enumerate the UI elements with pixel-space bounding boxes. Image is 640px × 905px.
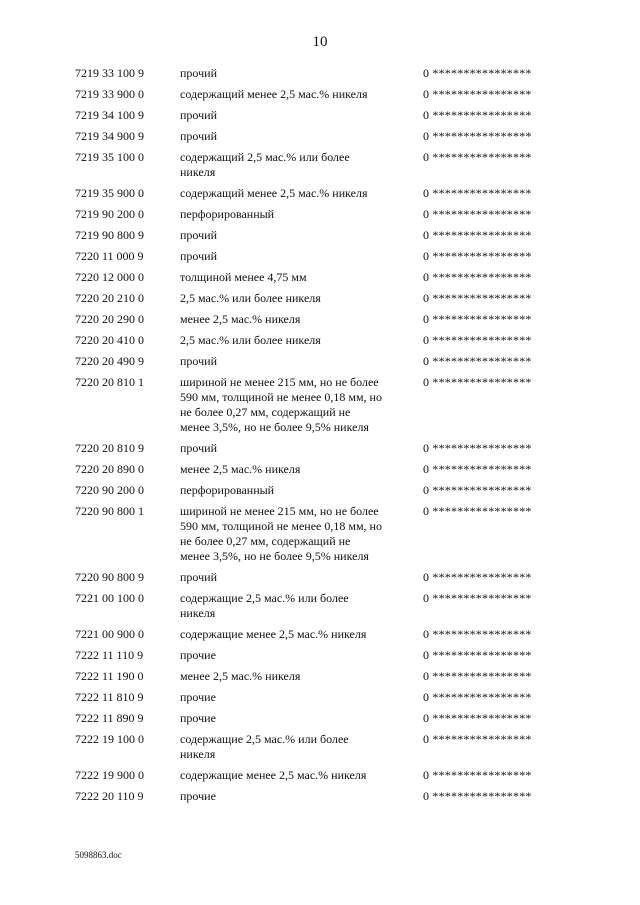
tariff-code: 7220 20 410 0 [75, 333, 144, 347]
table-row [75, 732, 575, 762]
tariff-code: 7220 20 810 1 [75, 375, 144, 389]
duty-rate: 0 **************** [423, 570, 532, 584]
duty-rate: 0 **************** [423, 732, 532, 746]
goods-description: содержащий менее 2,5 мас.% никеля [180, 87, 368, 101]
tariff-code: 7222 11 890 9 [75, 711, 144, 725]
tariff-table [75, 66, 575, 810]
duty-rate: 0 **************** [423, 228, 532, 242]
duty-rate: 0 **************** [423, 186, 532, 200]
tariff-code: 7220 90 800 9 [75, 570, 144, 584]
goods-description: содержащие 2,5 мас.% или более никеля [180, 732, 349, 761]
table-row [75, 375, 575, 435]
table-row [75, 87, 575, 102]
tariff-code: 7219 33 900 0 [75, 87, 144, 101]
table-row [75, 312, 575, 327]
goods-description: прочий [180, 570, 217, 584]
goods-description: шириной не менее 215 мм, но не более 590 мм, толщиной не менее 0,18 мм, но не более 0,27 мм, содержащий не менее 3,5%, но не более 9,5% никеля [180, 375, 382, 434]
table-row [75, 150, 575, 180]
table-row [75, 669, 575, 684]
duty-rate: 0 **************** [423, 375, 532, 389]
tariff-code: 7220 20 490 9 [75, 354, 144, 368]
table-row [75, 354, 575, 369]
table-row [75, 462, 575, 477]
table-row [75, 483, 575, 498]
duty-rate: 0 **************** [423, 690, 532, 704]
goods-description: прочие [180, 789, 216, 803]
tariff-code: 7219 35 100 0 [75, 150, 144, 164]
footer-filename: 5098863.doc [75, 850, 122, 860]
goods-description: толщиной менее 4,75 мм [180, 270, 307, 284]
goods-description: прочий [180, 249, 217, 263]
tariff-code: 7220 90 800 1 [75, 504, 144, 518]
tariff-code: 7221 00 100 0 [75, 591, 144, 605]
tariff-code: 7220 20 210 0 [75, 291, 144, 305]
goods-description: перфорированный [180, 207, 275, 221]
table-row [75, 441, 575, 456]
tariff-code: 7222 11 190 0 [75, 669, 144, 683]
goods-description: содержащие менее 2,5 мас.% никеля [180, 768, 367, 782]
goods-description: содержащий менее 2,5 мас.% никеля [180, 186, 368, 200]
table-row [75, 627, 575, 642]
duty-rate: 0 **************** [423, 591, 532, 605]
tariff-code: 7220 20 890 0 [75, 462, 144, 476]
table-row [75, 570, 575, 585]
goods-description: прочий [180, 129, 217, 143]
table-row [75, 249, 575, 264]
table-row [75, 291, 575, 306]
table-row [75, 768, 575, 783]
table-row [75, 504, 575, 564]
duty-rate: 0 **************** [423, 789, 532, 803]
duty-rate: 0 **************** [423, 627, 532, 641]
table-row [75, 270, 575, 285]
table-row [75, 690, 575, 705]
goods-description: прочий [180, 354, 217, 368]
tariff-code: 7220 90 200 0 [75, 483, 144, 497]
goods-description: прочий [180, 66, 217, 80]
duty-rate: 0 **************** [423, 354, 532, 368]
page-number: 10 [312, 34, 328, 50]
goods-description: менее 2,5 мас.% никеля [180, 462, 301, 476]
goods-description: прочие [180, 711, 216, 725]
goods-description: содержащие 2,5 мас.% или более никеля [180, 591, 349, 620]
duty-rate: 0 **************** [423, 711, 532, 725]
tariff-code: 7220 12 000 0 [75, 270, 144, 284]
table-row [75, 789, 575, 804]
table-row [75, 207, 575, 222]
duty-rate: 0 **************** [423, 87, 532, 101]
duty-rate: 0 **************** [423, 483, 532, 497]
tariff-code: 7222 19 100 0 [75, 732, 144, 746]
tariff-code: 7220 20 810 9 [75, 441, 144, 455]
tariff-code: 7222 11 110 9 [75, 648, 144, 662]
table-row [75, 648, 575, 663]
goods-description: прочие [180, 690, 216, 704]
tariff-code: 7222 20 110 9 [75, 789, 144, 803]
goods-description: менее 2,5 мас.% никеля [180, 312, 301, 326]
duty-rate: 0 **************** [423, 129, 532, 143]
table-row [75, 711, 575, 726]
goods-description: 2,5 мас.% или более никеля [180, 291, 321, 305]
tariff-code: 7219 33 100 9 [75, 66, 144, 80]
table-row [75, 108, 575, 123]
goods-description: прочие [180, 648, 216, 662]
duty-rate: 0 **************** [423, 462, 532, 476]
goods-description: менее 2,5 мас.% никеля [180, 669, 301, 683]
tariff-code: 7219 34 900 9 [75, 129, 144, 143]
table-row [75, 228, 575, 243]
goods-description: шириной не менее 215 мм, но не более 590 мм, толщиной не менее 0,18 мм, но не более 0,27 мм, содержащий не менее 3,5%, но не более 9,5% никеля [180, 504, 382, 563]
duty-rate: 0 **************** [423, 249, 532, 263]
duty-rate: 0 **************** [423, 333, 532, 347]
duty-rate: 0 **************** [423, 312, 532, 326]
goods-description: 2,5 мас.% или более никеля [180, 333, 321, 347]
duty-rate: 0 **************** [423, 441, 532, 455]
goods-description: содержащий 2,5 мас.% или более никеля [180, 150, 350, 179]
duty-rate: 0 **************** [423, 669, 532, 683]
tariff-code: 7219 34 100 9 [75, 108, 144, 122]
duty-rate: 0 **************** [423, 270, 532, 284]
goods-description: перфорированный [180, 483, 275, 497]
tariff-code: 7219 90 800 9 [75, 228, 144, 242]
goods-description: прочий [180, 228, 217, 242]
duty-rate: 0 **************** [423, 768, 532, 782]
tariff-code: 7219 90 200 0 [75, 207, 144, 221]
tariff-code: 7222 19 900 0 [75, 768, 144, 782]
table-row [75, 66, 575, 81]
table-row [75, 333, 575, 348]
tariff-code: 7220 20 290 0 [75, 312, 144, 326]
goods-description: прочий [180, 108, 217, 122]
duty-rate: 0 **************** [423, 207, 532, 221]
table-row [75, 186, 575, 201]
tariff-code: 7220 11 000 9 [75, 249, 144, 263]
tariff-code: 7222 11 810 9 [75, 690, 144, 704]
duty-rate: 0 **************** [423, 66, 532, 80]
tariff-code: 7221 00 900 0 [75, 627, 144, 641]
duty-rate: 0 **************** [423, 108, 532, 122]
duty-rate: 0 **************** [423, 648, 532, 662]
goods-description: прочий [180, 441, 217, 455]
duty-rate: 0 **************** [423, 504, 532, 518]
tariff-code: 7219 35 900 0 [75, 186, 144, 200]
duty-rate: 0 **************** [423, 291, 532, 305]
goods-description: содержащие менее 2,5 мас.% никеля [180, 627, 367, 641]
table-row [75, 591, 575, 621]
table-row [75, 129, 575, 144]
duty-rate: 0 **************** [423, 150, 532, 164]
